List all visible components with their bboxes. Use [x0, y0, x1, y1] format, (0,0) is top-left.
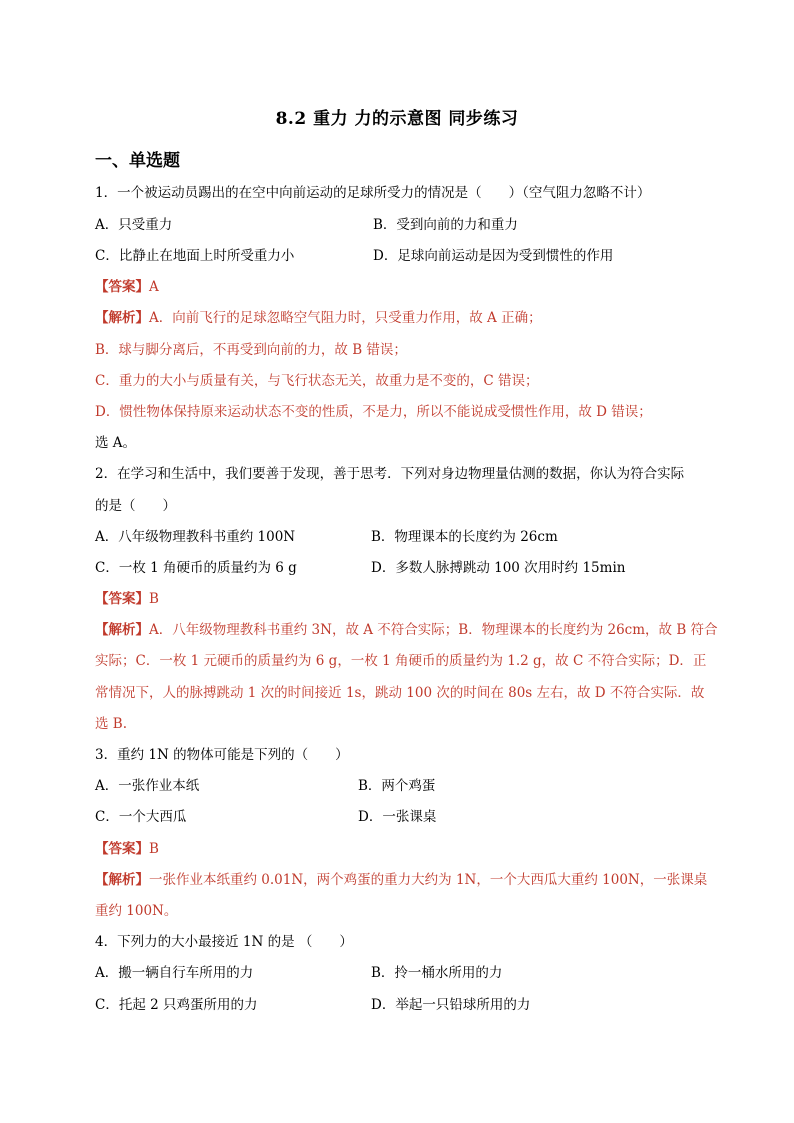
q3-answer: [95, 839, 159, 859]
answer-tag: 【答案】: [95, 279, 149, 295]
answer-tag: 【答案】: [95, 591, 149, 607]
q3-answer-value: B: [149, 841, 159, 857]
q2-answer-value: B: [149, 591, 159, 607]
q3-option-d: D．一张课桌: [358, 809, 437, 825]
q2-option-c: C．一枚 1 角硬币的质量约为 6 g: [95, 560, 297, 576]
q4-option-b: B．拎一桶水所用的力: [371, 965, 503, 981]
q3-option-a: A．一张作业本纸: [95, 778, 200, 794]
q2-stem-line2: 的是（ ）: [95, 498, 176, 514]
q1-option-d: D．足球向前运动是因为受到惯性的作用: [373, 248, 614, 264]
q4-stem: 4．下列力的大小最接近 1N 的是 （ ）: [95, 934, 353, 950]
q3-analysis-line: [95, 870, 707, 890]
q3-stem: 3．重约 1N 的物体可能是下列的（ ）: [95, 747, 349, 763]
q2-analysis-text-2: 常情况下，人的脉搏跳动 1 次的时间接近 1s，跳动 100 次的时间在 80s 左右，故 D 不符合实际．故: [95, 685, 705, 701]
q4-option-a: A．搬一辆自行车所用的力: [95, 965, 254, 981]
q4-option-d: D．举起一只铅球所用的力: [371, 997, 531, 1013]
q2-analysis-line: [95, 620, 718, 640]
q3-analysis-text-0: 一张作业本纸重约 0.01N，两个鸡蛋的重力大约为 1N，一个大西瓜大重约 100N，一张课桌: [149, 872, 708, 888]
q2-stem-line1: 2．在学习和生活中，我们要善于发现，善于思考．下列对身边物理量估测的数据，你认为符合实际: [95, 466, 685, 482]
q1-analysis-text-3: D．惯性物体保持原来运动状态不变的性质，不是力，所以不能说成受惯性作用，故 D 错误；: [95, 404, 652, 420]
q2-analysis-text-0: A．八年级物理教科书重约 3N，故 A 不符合实际；B．物理课本的长度约为 26cm，故 B 符合: [149, 622, 718, 638]
q2-option-d: D．多数人脉搏跳动 100 次用时约 15min: [371, 560, 626, 576]
q1-answer: [95, 277, 159, 297]
q2-option-a: A．八年级物理教科书重约 100N: [95, 529, 296, 545]
answer-tag: 【答案】: [95, 841, 149, 857]
q1-option-a: A．只受重力: [95, 217, 173, 233]
analysis-tag: 【解析】: [95, 622, 149, 638]
q4-option-c: C．托起 2 只鸡蛋所用的力: [95, 997, 258, 1013]
q1-analysis-text-0: A．向前飞行的足球忽略空气阻力时，只受重力作用，故 A 正确；: [149, 310, 542, 326]
q1-option-c: C．比静止在地面上时所受重力小: [95, 248, 295, 264]
q1-conclusion: 选 A。: [95, 435, 137, 451]
page-title: 8.2 重力 力的示意图 同步练习: [275, 109, 519, 129]
q1-analysis-line: [95, 308, 542, 328]
q3-analysis-text-1: 重约 100N。: [95, 903, 178, 919]
section-heading: 一、单选题: [95, 151, 180, 171]
q3-option-c: C．一个大西瓜: [95, 809, 187, 825]
q1-analysis-text-2: C．重力的大小与质量有关，与飞行状态无关，故重力是不变的，C 错误；: [95, 373, 539, 389]
q2-analysis-text-1: 实际；C．一枚 1 元硬币的质量约为 6 g，一枚 1 角硬币的质量约为 1.2 g，故 C 不符合实际；D．正: [95, 653, 707, 669]
q3-option-b: B．两个鸡蛋: [358, 778, 436, 794]
q2-option-b: B．物理课本的长度约为 26cm: [371, 529, 558, 545]
q1-answer-value: A: [149, 279, 159, 295]
q2-answer: [95, 589, 159, 609]
analysis-tag: 【解析】: [95, 310, 149, 326]
analysis-tag: 【解析】: [95, 872, 149, 888]
q1-stem: 1．一个被运动员踢出的在空中向前运动的足球所受力的情况是（ ）（空气阻力忽略不计）: [95, 185, 651, 201]
q1-analysis-text-1: B．球与脚分离后，不再受到向前的力，故 B 错误；: [95, 342, 407, 358]
q2-analysis-text-3: 选 B.: [95, 716, 128, 732]
q1-option-b: B．受到向前的力和重力: [373, 217, 518, 233]
